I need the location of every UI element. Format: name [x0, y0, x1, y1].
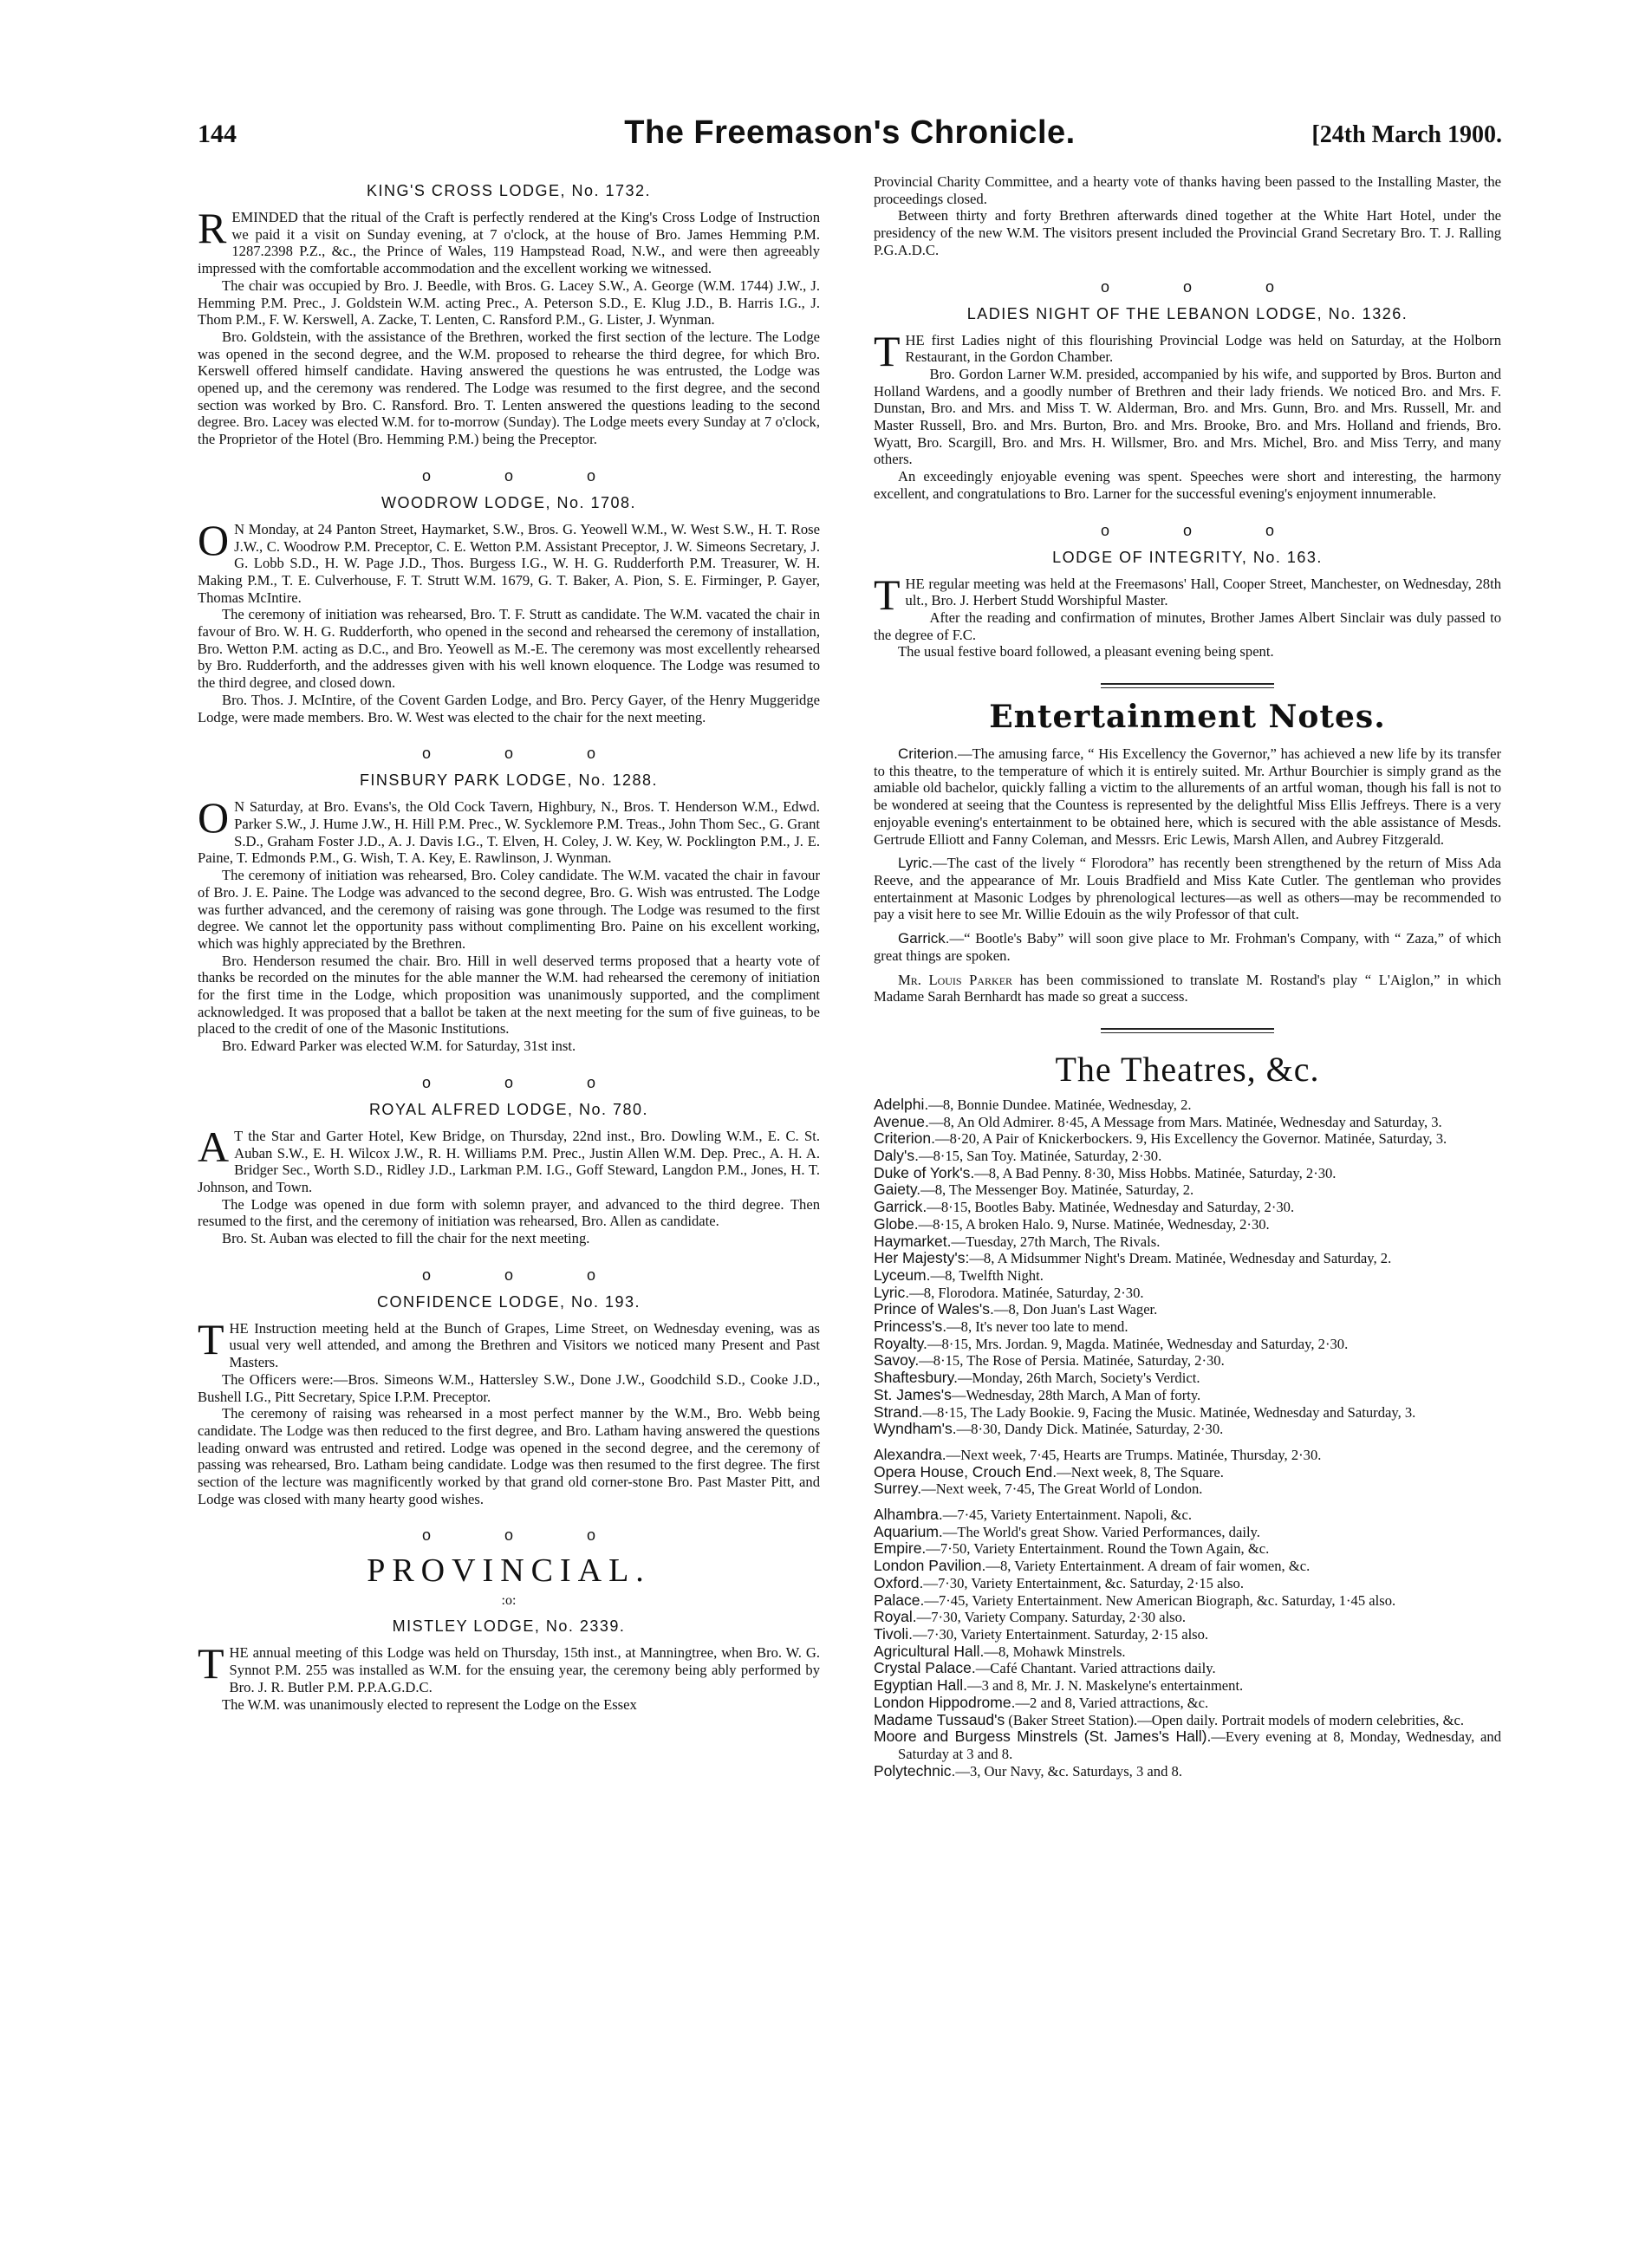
- article-paragraph: The usual festive board followed, a pleasant evening being spent.: [898, 643, 1274, 660]
- entertainment-note: Criterion.—The amusing farce, “ His Excellency the Governor,” has achieved a new life by its transfer to this theatre, to the temperature of which it is entirely suited. Mr. Arthur Bourchier is simply grand as the amiable old bachelor, quickly falling a victim to the allurements of an artful woman, though his fall is not to be wondered at seeing that the Countess is represented by the delightful Miss Ellis Jeffreys. There is a very enjoyable evening's entertainment to be obtained here, which is secured with the able assistance of Mesds. Gertrude Elliott and Fanny Coleman, and Messrs. Eric Lewis, Marsh Allen, and Aubrey Fitzgerald.: [874, 745, 1501, 848]
- theatre-entry: Savoy.—8·15, The Rose of Persia. Matinée, Saturday, 2·30.: [874, 1351, 1225, 1370]
- theatre-entry: London Pavilion.—8, Variety Entertainment. A dream of fair women, &c.: [874, 1557, 1311, 1575]
- drop-cap: T: [874, 326, 901, 375]
- article-paragraph: Bro. Goldstein, with the assistance of the Brethren, worked the first section of the lecture. The Lodge was opened in the second degree, and the W.M. proposed to rehearse the third degree, for which Bro. Kerswell offered himself candidate. Having answered the questions he was entrusted, the Lodge was opened up, and the ceremony was rendered. The Lodge was resumed to the first degree, and the second section was worked by Bro. C. Ransford. Bro. T. Lenten answered the questions leading to the second degree. Bro. Lacey was elected W.M. for to-morrow (Sunday). The Lodge meets every Sunday at 7 o'clock, the Proprietor of the Hotel (Bro. Hemming P.M.) being the Preceptor.: [198, 328, 820, 448]
- article-paragraph: The ceremony of initiation was rehearsed, Bro. Coley candidate. The W.M. vacated the chair in favour of Bro. J. E. Paine. The Lodge was advanced to the second degree, Bro. G. Wish was entrusted. The Lodge was further advanced, and the ceremony of raising was gone through. The Lodge was resumed to the first degree. We cannot let the opportunity pass without complimenting Bro. Paine on his excellent working, which was highly appreciated by the Brethren.: [198, 867, 820, 952]
- theatre-entry: Egyptian Hall.—3 and 8, Mr. J. N. Maskelyne's entertainment.: [874, 1676, 1244, 1695]
- theatre-entry: Lyceum.—8, Twelfth Night.: [874, 1266, 1044, 1284]
- article-paragraph: O N Saturday, at Bro. Evans's, the Old Cock Tavern, Highbury, N., Bros. T. Henderson W.M., Edwd. Parker S.W., J. Hume J.W., H. Hill P.M. Prec., W. Sycklemore P.M. Treas., John Thom Sec., G. Grant S.D., Graham Foster J.D., A. J. Davis I.G., T. Elven, H. Coley, J. W. Key, W. Pocklington P.M., J. E. Paine, T. Edmonds P.M., G. Wish, T. A. Key, E. Rawlinson, J. Wynman.: [198, 793, 820, 867]
- double-rule: [1101, 1028, 1274, 1033]
- article-integrity: [874, 549, 1501, 661]
- theatre-entry: Agricultural Hall.—8, Mohawk Minstrels.: [874, 1642, 1126, 1660]
- article-lebanon: [874, 305, 1501, 503]
- theatre-entry: Adelphi.—8, Bonnie Dundee. Matinée, Wednesday, 2.: [874, 1095, 1192, 1113]
- entertainment-note: Garrick.—“ Bootle's Baby” will soon give place to Mr. Frohman's Company, with “ Zaza,” of which great things are spoken.: [874, 930, 1501, 964]
- section-heading: Entertainment Notes.: [989, 699, 1386, 736]
- theatre-entry: Avenue.—8, An Old Admirer. 8·45, A Message from Mars. Matinée, Wednesday and Saturday, 3.: [874, 1112, 1442, 1130]
- article-title: LODGE OF INTEGRITY, No. 163.: [1052, 548, 1323, 566]
- article-title: WOODROW LODGE, No. 1708.: [380, 493, 637, 511]
- article-title: KING'S CROSS LODGE, No. 1732.: [366, 182, 652, 199]
- left-column: [198, 173, 820, 1713]
- theatre-list: [874, 1096, 1501, 1438]
- theatre-entry: Oxford.—7·30, Variety Entertainment, &c. Saturday, 2·15 also.: [874, 1573, 1244, 1591]
- article-title: MISTLEY LODGE, No. 2339.: [392, 1617, 626, 1636]
- article-paragraph: The Officers were:—Bros. Simeons W.M., Hattersley S.W., Done J.W., Goodchild S.D., Cooke J.D., Bushell I.G., Pitt Secretary, Spice I.P.M. Preceptor.: [198, 1370, 820, 1405]
- theatre-entry: Madame Tussaud's (Baker Street Station).—Open daily. Portrait models of modern celebrities, &c.: [874, 1710, 1464, 1728]
- theatre-entry: Crystal Palace.—Café Chantant. Varied attractions daily.: [874, 1659, 1216, 1677]
- section-divider: o o o: [421, 466, 631, 485]
- separator: :o:: [501, 1593, 517, 1609]
- theatre-entry: London Hippodrome.—2 and 8, Varied attractions, &c.: [874, 1693, 1209, 1711]
- theatre-entry: Alhambra.—7·45, Variety Entertainment. Napoli, &c.: [874, 1506, 1193, 1524]
- article-kings-cross: [198, 182, 820, 448]
- right-column: [874, 173, 1501, 1780]
- double-rule: [1101, 683, 1274, 688]
- section-provincial: [198, 1552, 820, 1713]
- theatre-entry: Aquarium.—The World's great Show. Varied Performances, daily.: [874, 1522, 1260, 1540]
- drop-cap: O: [198, 793, 230, 843]
- theatre-entry: Globe.—8·15, A broken Halo. 9, Nurse. Matinée, Wednesday, 2·30.: [874, 1214, 1270, 1233]
- theatre-entry: Gaiety.—8, The Messenger Boy. Matinée, Saturday, 2.: [874, 1181, 1194, 1199]
- article-paragraph: The ceremony of initiation was rehearsed, Bro. T. F. Strutt as candidate. The W.M. vacated the chair in favour of Bro. W. H. G. Rudderforth, who opened in the second and rehearsed the ceremony of installation, Bro. Wetton P.M. acting as D.C., and Bro. Yeowell as M.-E. The ceremony was most excellently rehearsed by Bro. Rudderforth, and the addresses given with his well known eloquence. The Lodge was resumed to the third degree, and closed down.: [198, 606, 820, 692]
- article-paragraph: O N Monday, at 24 Panton Street, Haymarket, S.W., Bros. G. Yeowell W.M., W. West S.W., H. T. Rose J.W., C. Woodrow P.M. Preceptor, C. E. Wetton P.M. Assistant Preceptor, J. W. Simeons Secretary, J. G. Lobb S.D., H. W. Page J.D., Thos. Burgess I.G., W. H. G. Rudderforth P.M. Treasurer, W. H. Making P.M., T. E. Culverhouse, F. T. Strutt W.M. 1679, G. T. Baker, A. Pion, S. E. Firminger, P. Gayer, Thomas McIntire.: [198, 515, 820, 606]
- theatre-entry: Polytechnic.—3, Our Navy, &c. Saturdays, 3 and 8.: [874, 1761, 1182, 1780]
- section-title: PROVINCIAL.: [367, 1552, 651, 1590]
- article-paragraph: After the reading and confirmation of minutes, Brother James Albert Sinclair was duly passed to the degree of F.C.: [874, 608, 1501, 643]
- article-paragraph: THE Instruction meeting held at the Bunch of Grapes, Lime Street, on Wednesday evening, was as usual very well attended, and among the Brethren and Visitors we noticed many Present and Past Masters.: [198, 1314, 820, 1371]
- article-title: LADIES NIGHT OF THE LEBANON LODGE, No. 1326.: [966, 304, 1408, 322]
- drop-cap: T: [874, 569, 901, 619]
- article-title: FINSBURY PARK LODGE, No. 1288.: [359, 771, 659, 790]
- page-number: 144: [198, 120, 237, 148]
- article-paragraph: The W.M. was unanimously elected to represent the Lodge on the Essex: [222, 1695, 637, 1713]
- article-paragraph: Bro. Gordon Larner W.M. presided, accompanied by his wife, and supported by Bros. Burton and Holland Wardens, and a goodly number of Brethren and their lady friends. We noticed Bro. and Mrs. F. Dunstan, Bro. and Mrs. and Miss T. W. Alderman, Bro. and Mrs. Gunn, Bro. and Mrs. Russell, Mr. and Master Russell, Bro. and Mrs. Burton, Bro. and Mrs. Brooke, Bro. and Mrs. Holland and friends, Bro. Wyatt, Bro. Scargill, Bro. and Mrs. H. Willsmer, Bro. and Mrs. Michel, Bro. and Miss Terry, and many others.: [874, 365, 1501, 468]
- theatre-entry: Strand.—8·15, The Lady Bookie. 9, Facing the Music. Matinée, Wednesday and Saturday, 3.: [874, 1402, 1416, 1421]
- theatre-entry: Haymarket.—Tuesday, 27th March, The Rivals.: [874, 1232, 1161, 1250]
- theatre-entry: Princess's.—8, It's never too late to mend.: [874, 1318, 1128, 1336]
- section-entertainment: [874, 699, 1501, 1005]
- theatre-entry: Her Majesty's:—8, A Midsummer Night's Dream. Matinée, Wednesday and Saturday, 2.: [874, 1249, 1392, 1267]
- article-paragraph: THE regular meeting was held at the Freemasons' Hall, Cooper Street, Manchester, on Wednesday, 28th ult., Bro. J. Herbert Studd Worshipful Master.: [874, 569, 1501, 619]
- article-paragraph: Bro. St. Auban was elected to fill the chair for the next meeting.: [222, 1230, 590, 1247]
- section-theatres: [874, 1049, 1501, 1780]
- theatre-entry: Shaftesbury.—Monday, 26th March, Society's Verdict.: [874, 1369, 1200, 1387]
- theatre-entry: St. James's—Wednesday, 28th March, A Man of forty.: [874, 1385, 1201, 1403]
- theatre-entry: Royal.—7·30, Variety Company. Saturday, 2·30 also.: [874, 1608, 1187, 1626]
- theatre-entry: Daly's.—8·15, San Toy. Matinée, Saturday, 2·30.: [874, 1147, 1162, 1165]
- theatre-list: [874, 1506, 1501, 1780]
- section-divider: o o o: [1100, 277, 1310, 296]
- section-heading: The Theatres, &c.: [1055, 1049, 1320, 1089]
- theatre-entry: Moore and Burgess Minstrels (St. James's Hall).—Every evening at 8, Monday, Wednesday, and Saturday at 3 and 8.: [874, 1728, 1502, 1762]
- article-paragraph: An exceedingly enjoyable evening was spent. Speeches were short and interesting, the harmony excellent, and congratulations to Bro. Larner for the successful evening's enjoyment innumerable.: [874, 468, 1501, 502]
- article-woodrow: [198, 494, 820, 726]
- section-divider: o o o: [421, 1073, 631, 1091]
- theatre-entry: Empire.—7·50, Variety Entertainment. Round the Town Again, &c.: [874, 1539, 1270, 1558]
- theatre-entry: Lyric.—8, Florodora. Matinée, Saturday, 2·30.: [874, 1283, 1144, 1301]
- article-paragraph: THE annual meeting of this Lodge was held on Thursday, 15th inst., at Manningtree, when Bro. W. G. Synnot P.M. 255 was installed as W.M. for the ensuing year, the ceremony being ably performed by Bro. J. R. Butler P.M. P.P.A.G.D.C.: [198, 1639, 820, 1695]
- entertainment-note: Mr. Louis Parker has been commissioned to translate M. Rostand's play “ L'Aiglon,” in which Madame Sarah Bernhardt has made so great a success.: [874, 971, 1502, 1005]
- article-title: ROYAL ALFRED LODGE, No. 780.: [368, 1100, 649, 1118]
- article-paragraph: Between thirty and forty Brethren afterwards dined together at the White Hart Hotel, under the presidency of the new W.M. The visitors present included the Provincial Grand Secretary Bro. T. J. Ralling P.G.A.D.C.: [874, 207, 1501, 258]
- article-paragraph: A T the Star and Garter Hotel, Kew Bridge, on Thursday, 22nd inst., Bro. Dowling W.M., E. C. St. Auban S.W., E. H. Wilcox J.W., R. H. Williams P.M. Prec., Justin Allen W.M. Dep. Prec., A. H. A. Bridger Sec., Worth S.D., Ridley J.D., Larkman P.M. I.G., Goff Steward, Langdon P.M., Jones, H. T. Johnson, and Town.: [198, 1122, 820, 1195]
- drop-cap: T: [198, 1314, 224, 1363]
- article-paragraph: Bro. Edward Parker was elected W.M. for Saturday, 31st inst.: [222, 1038, 576, 1055]
- drop-cap: T: [198, 1639, 224, 1689]
- theatre-entry: Opera House, Crouch End.—Next week, 8, The Square.: [874, 1462, 1224, 1480]
- section-divider: o o o: [1100, 521, 1310, 539]
- drop-cap: O: [198, 515, 230, 564]
- theatre-entry: Prince of Wales's.—8, Don Juan's Last Wager.: [874, 1300, 1158, 1318]
- journal-title: The Freemason's Chronicle.: [624, 114, 1076, 151]
- theatre-entry: Palace.—7·45, Variety Entertainment. New American Biograph, &c. Saturday, 1·45 also.: [874, 1591, 1396, 1609]
- article-confidence: [198, 1293, 820, 1508]
- article-finsbury-park: [198, 771, 820, 1055]
- article-paragraph: THE first Ladies night of this flourishing Provincial Lodge was held on Saturday, at the Holborn Restaurant, in the Gordon Chamber.: [874, 326, 1501, 375]
- article-paragraph: REMINDED that the ritual of the Craft is perfectly rendered at the King's Cross Lodge of Instruction we paid it a visit on Sunday evening, at 7 o'clock, at the house of Bro. James Hemming P.M. 1287.2398 P.Z., &c., the Prince of Wales, 119 Hampstead Road, N.W., and were then agreeably impressed with the comfortable accommodation and the excellent working we witnessed.: [198, 204, 820, 277]
- article-paragraph: Bro. Thos. J. McIntire, of the Covent Garden Lodge, and Bro. Percy Gayer, of the Henry Muggeridge Lodge, were made members. Bro. W. West was elected to the chair for the next meeting.: [198, 691, 820, 726]
- section-divider: o o o: [421, 1526, 631, 1545]
- theatre-entry: Garrick.—8·15, Bootles Baby. Matinée, Wednesday and Saturday, 2·30.: [874, 1198, 1295, 1216]
- article-royal-alfred: [198, 1101, 820, 1247]
- page-header: [198, 114, 1502, 158]
- theatre-entry: Alexandra.—Next week, 7·45, Hearts are Trumps. Matinée, Thursday, 2·30.: [874, 1445, 1322, 1463]
- theatre-entry: Surrey.—Next week, 7·45, The Great World of London.: [874, 1480, 1203, 1498]
- drop-cap: R: [198, 204, 227, 252]
- article-paragraph: Provincial Charity Committee, and a hearty vote of thanks having been passed to the Installing Master, the proceedings closed.: [874, 173, 1501, 207]
- section-divider: o o o: [421, 1266, 631, 1284]
- article-title: CONFIDENCE LODGE, No. 193.: [376, 1292, 641, 1311]
- article-paragraph: The ceremony of raising was rehearsed in a most perfect manner by the W.M., Bro. Webb being candidate. The Lodge was then reduced to the first degree, and Bro. Latham having answered the questions leading onward was entrusted and retired. Lodge was opened in the second degree, and the ceremony of passing was rehearsed, Bro. Latham being candidate. Lodge was then resumed to the first degree. The first section of the lecture was magnificently worked by that grand old corner-stone Bro. Past Master Pitt, and Lodge was closed with many hearty good wishes.: [198, 1405, 820, 1507]
- section-divider: o o o: [421, 745, 631, 763]
- theatre-entry: Royalty.—8·15, Mrs. Jordan. 9, Magda. Matinée, Wednesday and Saturday, 2·30.: [874, 1334, 1349, 1352]
- issue-date: [24th March 1900.: [1311, 121, 1502, 148]
- entertainment-note: Lyric.—The cast of the lively “ Florodora” has recently been strengthened by the return of Miss Ada Reeve, and the appearance of Mr. Louis Bradfield and Miss Kate Cutler. The gentleman who provides entertainment at Masonic Lodges by phrenological lectures—as well as others—may be recommended to pay a visit here to see Mr. Willie Edouin as the wily Professor of that cult.: [874, 855, 1501, 923]
- article-paragraph: The chair was occupied by Bro. J. Beedle, with Bros. G. Lacey S.W., A. George (W.M. 1744) J.W., J. Hemming P.M. Prec., J. Goldstein W.M. acting Prec., A. Peterson S.D., E. Klug J.D., B. Harris I.G., J. Thom P.M., F. W. Kerswell, A. Zacke, T. Lenten, C. Ransford P.M., G. Lister, J. Wynman.: [198, 277, 820, 329]
- theatre-entry: Tivoli.—7·30, Variety Entertainment. Saturday, 2·15 also.: [874, 1625, 1209, 1643]
- theatre-entry: Duke of York's.—8, A Bad Penny. 8·30, Miss Hobbs. Matinée, Saturday, 2·30.: [874, 1163, 1337, 1181]
- theatre-entry: Wyndham's.—8·30, Dandy Dick. Matinée, Saturday, 2·30.: [874, 1420, 1224, 1438]
- article-paragraph: Bro. Henderson resumed the chair. Bro. Hill in well deserved terms proposed that a hearty vote of thanks be recorded on the minutes for the able manner the W.M. had rehearsed the ceremony of initiation for the first time in the Lodge, which proposition was unanimously supported, and the compliment acknowledged. It was proposed that a ballot be taken at the next meeting for the sum of five guineas, to be placed to the credit of one of the Masonic Institutions.: [198, 952, 820, 1038]
- theatre-entry: Criterion.—8·20, A Pair of Knickerbockers. 9, His Excellency the Governor. Matinée, Saturday, 3.: [874, 1129, 1447, 1148]
- drop-cap: A: [198, 1122, 230, 1171]
- theatre-list: [874, 1447, 1501, 1498]
- article-paragraph: The Lodge was opened in due form with solemn prayer, and advanced to the third degree. Then resumed to the first, and the ceremony of initiation was rehearsed, Bro. Allen as candidate.: [198, 1195, 820, 1230]
- article-mistley-continued: [874, 173, 1501, 259]
